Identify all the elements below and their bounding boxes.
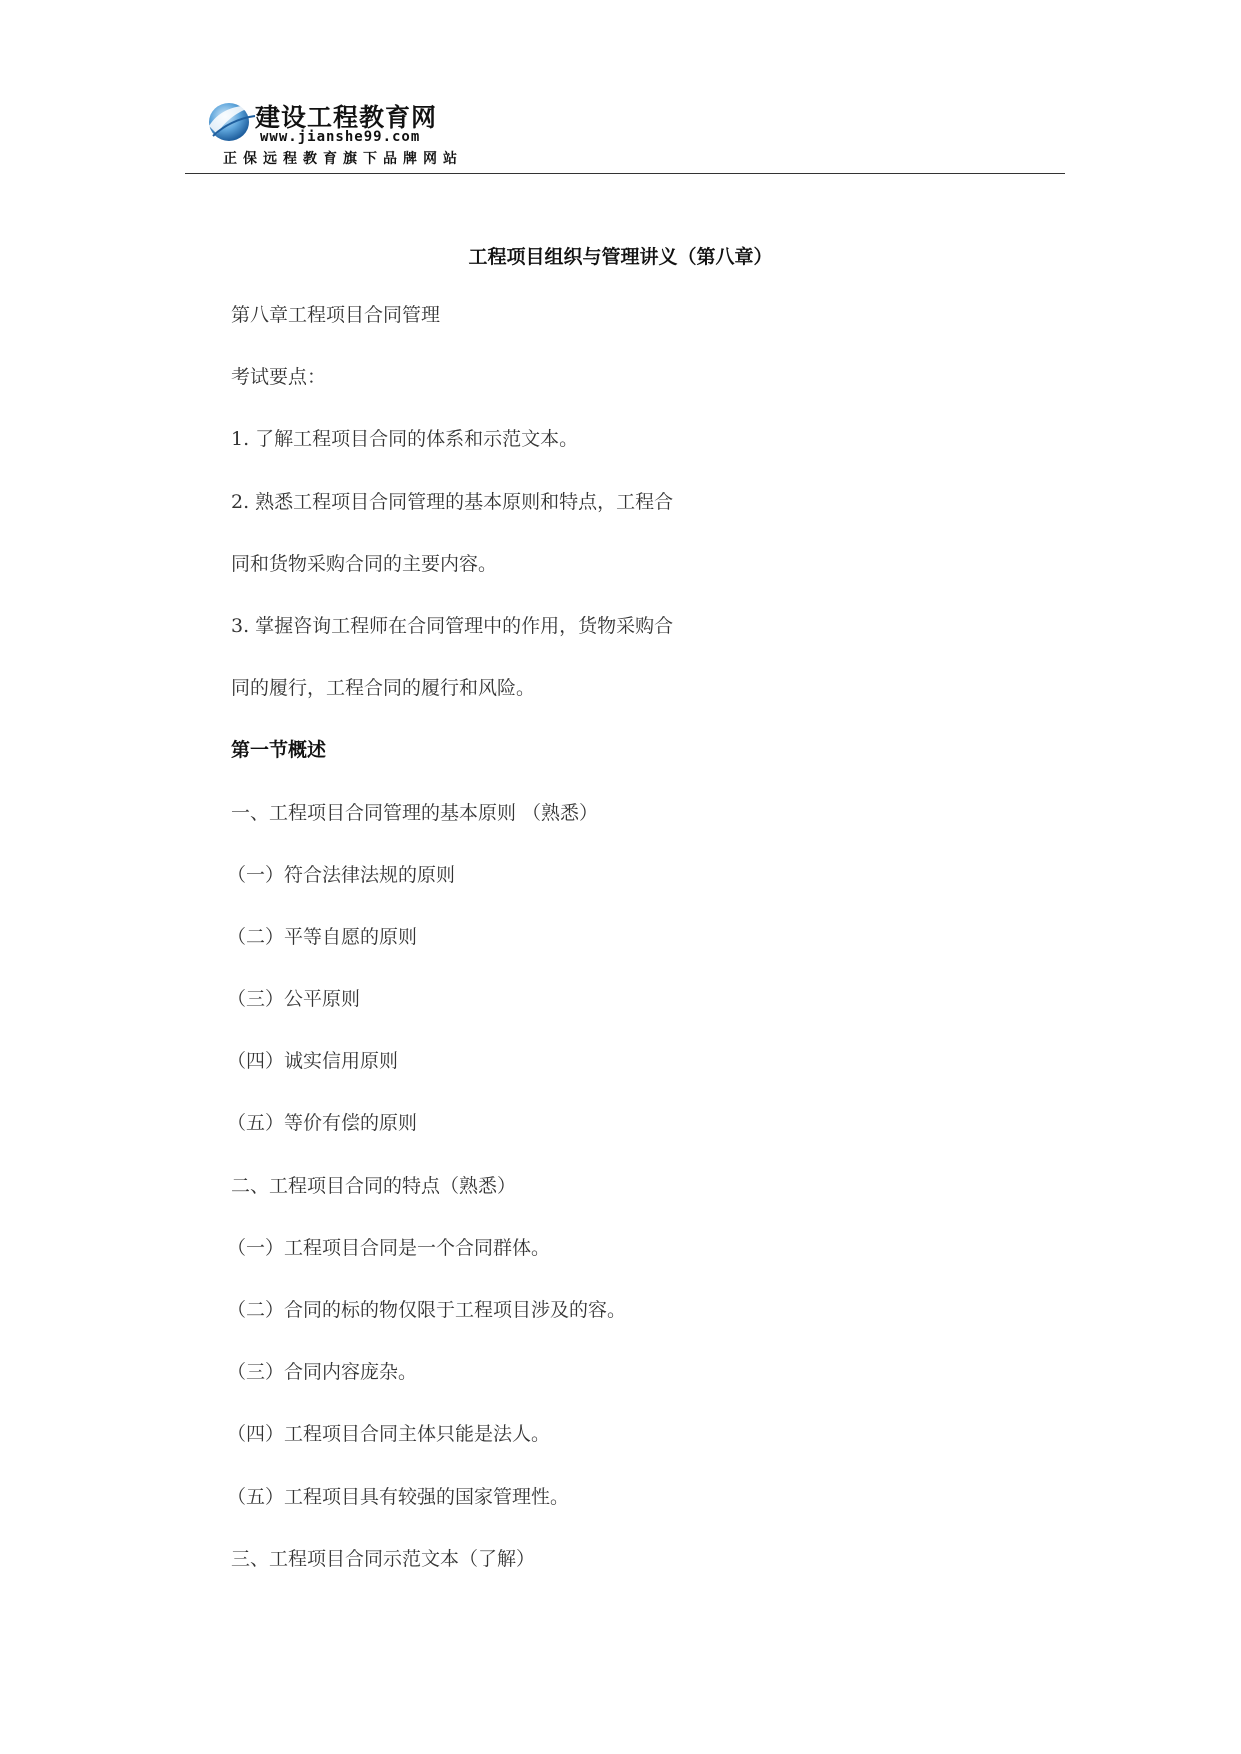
exam-point-3: 3. 掌握咨询工程师在合同管理中的作用，货物采购合: [231, 614, 674, 637]
list-item: （三）合同内容庞杂。: [227, 1361, 418, 1384]
chapter-title: 第八章工程项目合同管理: [231, 304, 441, 326]
subsection-2: 二、工程项目合同的特点（熟悉）: [231, 1174, 517, 1197]
document-body: [227, 302, 1111, 1608]
exam-points-label: 考试要点：: [231, 366, 327, 389]
subsection-3: 三、工程项目合同示范文本（了解）: [231, 1547, 536, 1570]
list-item: （四）诚实信用原则: [227, 1050, 399, 1073]
exam-point-3-cont: 同的履行，工程合同的履行和风险。: [231, 677, 536, 700]
list-item: （五）等价有偿的原则: [227, 1112, 418, 1135]
logo-url: www.jianshe99.com: [260, 129, 421, 145]
exam-point-1: 1. 了解工程项目合同的体系和示范文本。: [231, 428, 579, 451]
list-item: （二）合同的标的物仅限于工程项目涉及的容。: [227, 1299, 627, 1321]
list-item: （四）工程项目合同主体只能是法人。: [227, 1423, 551, 1446]
globe-swoosh-icon: [205, 96, 257, 146]
list-item: （五）工程项目具有较强的国家管理性。: [227, 1485, 570, 1508]
logo-slogan: 正保远程教育旗下品牌网站: [223, 151, 463, 167]
section-heading: 第一节概述: [231, 739, 327, 762]
site-logo[interactable]: [205, 96, 465, 166]
exam-point-2: 2. 熟悉工程项目合同管理的基本原则和特点，工程合: [231, 490, 674, 513]
logo-title: 建设工程教育网: [255, 103, 438, 132]
document-title: 工程项目组织与管理讲义（第八章）: [468, 246, 773, 268]
list-item: （三）公平原则: [227, 988, 361, 1011]
exam-point-2-cont: 同和货物采购合同的主要内容。: [231, 552, 498, 575]
subsection-1: 一、工程项目合同管理的基本原则 （熟悉）: [231, 801, 599, 824]
list-item: （一）工程项目合同是一个合同群体。: [227, 1236, 551, 1259]
page-header: [185, 96, 1065, 176]
header-divider: [185, 173, 1065, 174]
list-item: （二）平等自愿的原则: [227, 925, 418, 948]
list-item: （一）符合法律法规的原则: [227, 863, 456, 886]
